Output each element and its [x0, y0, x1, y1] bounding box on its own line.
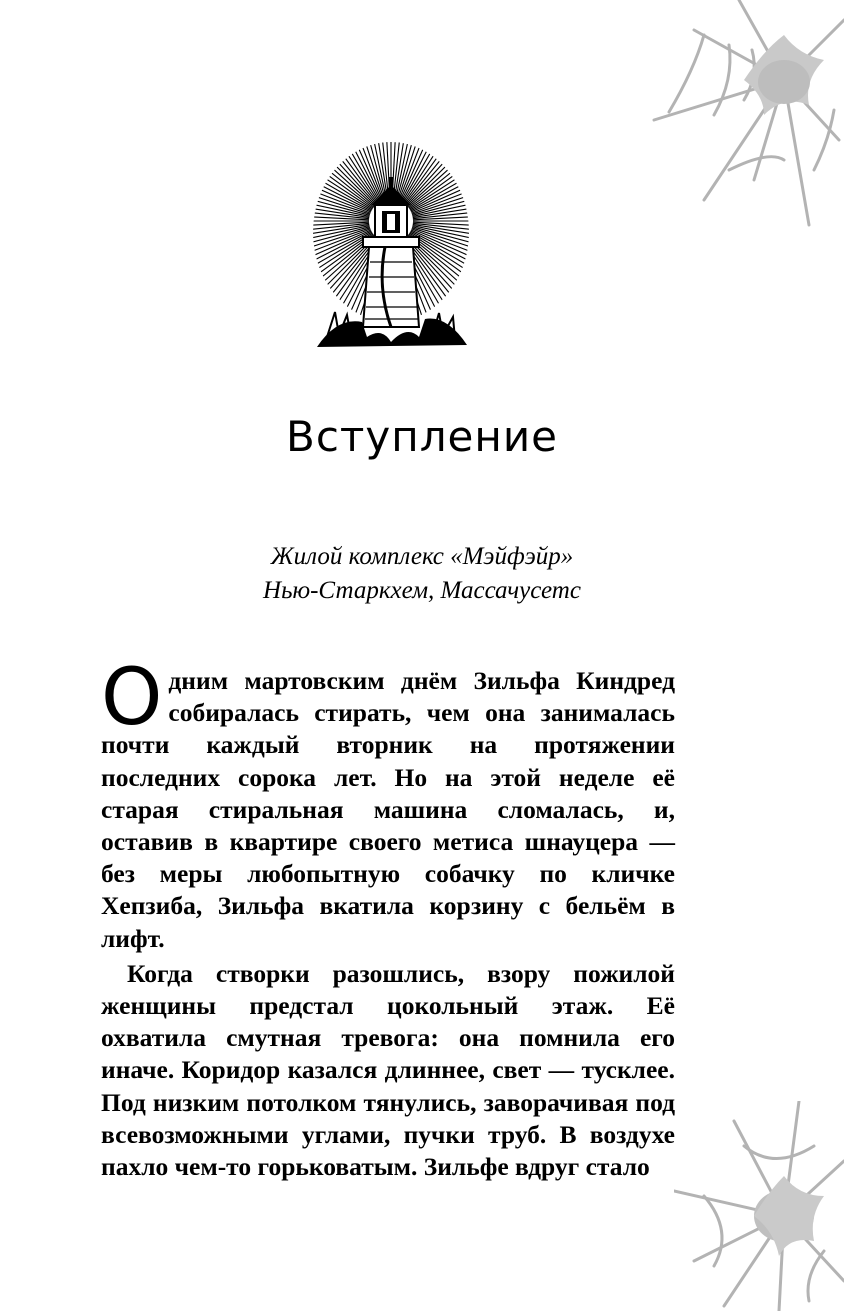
location-line-1: Жилой комплекс «Мэйфэйр» — [270, 543, 574, 570]
paragraph-1 — [101, 653, 675, 955]
drop-cap: О — [101, 653, 163, 743]
spider-web-corner-top — [634, 0, 844, 230]
paragraph-2: Когда створки разошлись, взору пожилой женщины предстал цокольный этаж. Её охватила смутная тревога: она помнила его иначе. Коридор казался длиннее, свет — тусклее. Под низким потолком тянулись, заворачивая под всевозможными углами, пучки труб. В воздухе пахло чем-то горьковатым. Зильфе вдруг стало — [101, 958, 675, 1182]
lighthouse-illustration — [307, 137, 475, 355]
chapter-title: Вступление — [286, 412, 558, 461]
location-caption — [0, 540, 844, 608]
location-line-2: Нью-Старкхем, Массачусетс — [263, 577, 581, 604]
chapter-body — [101, 653, 675, 1183]
paragraph-1-text: дним мартовским днём Зильфа Киндред собиралась стирать, чем она занималась почти каждый вторник на протяжении последних сорока лет. Но на этой неделе её старая стиральная машина сломалась, и, оставив в квартире своего метиса шнауцера — без меры любопытную собачку по кличке Хепзиба, Зильфа вкатила корзину с бельём в лифт. — [101, 666, 675, 953]
spider-web-corner-bottom — [674, 1101, 844, 1311]
